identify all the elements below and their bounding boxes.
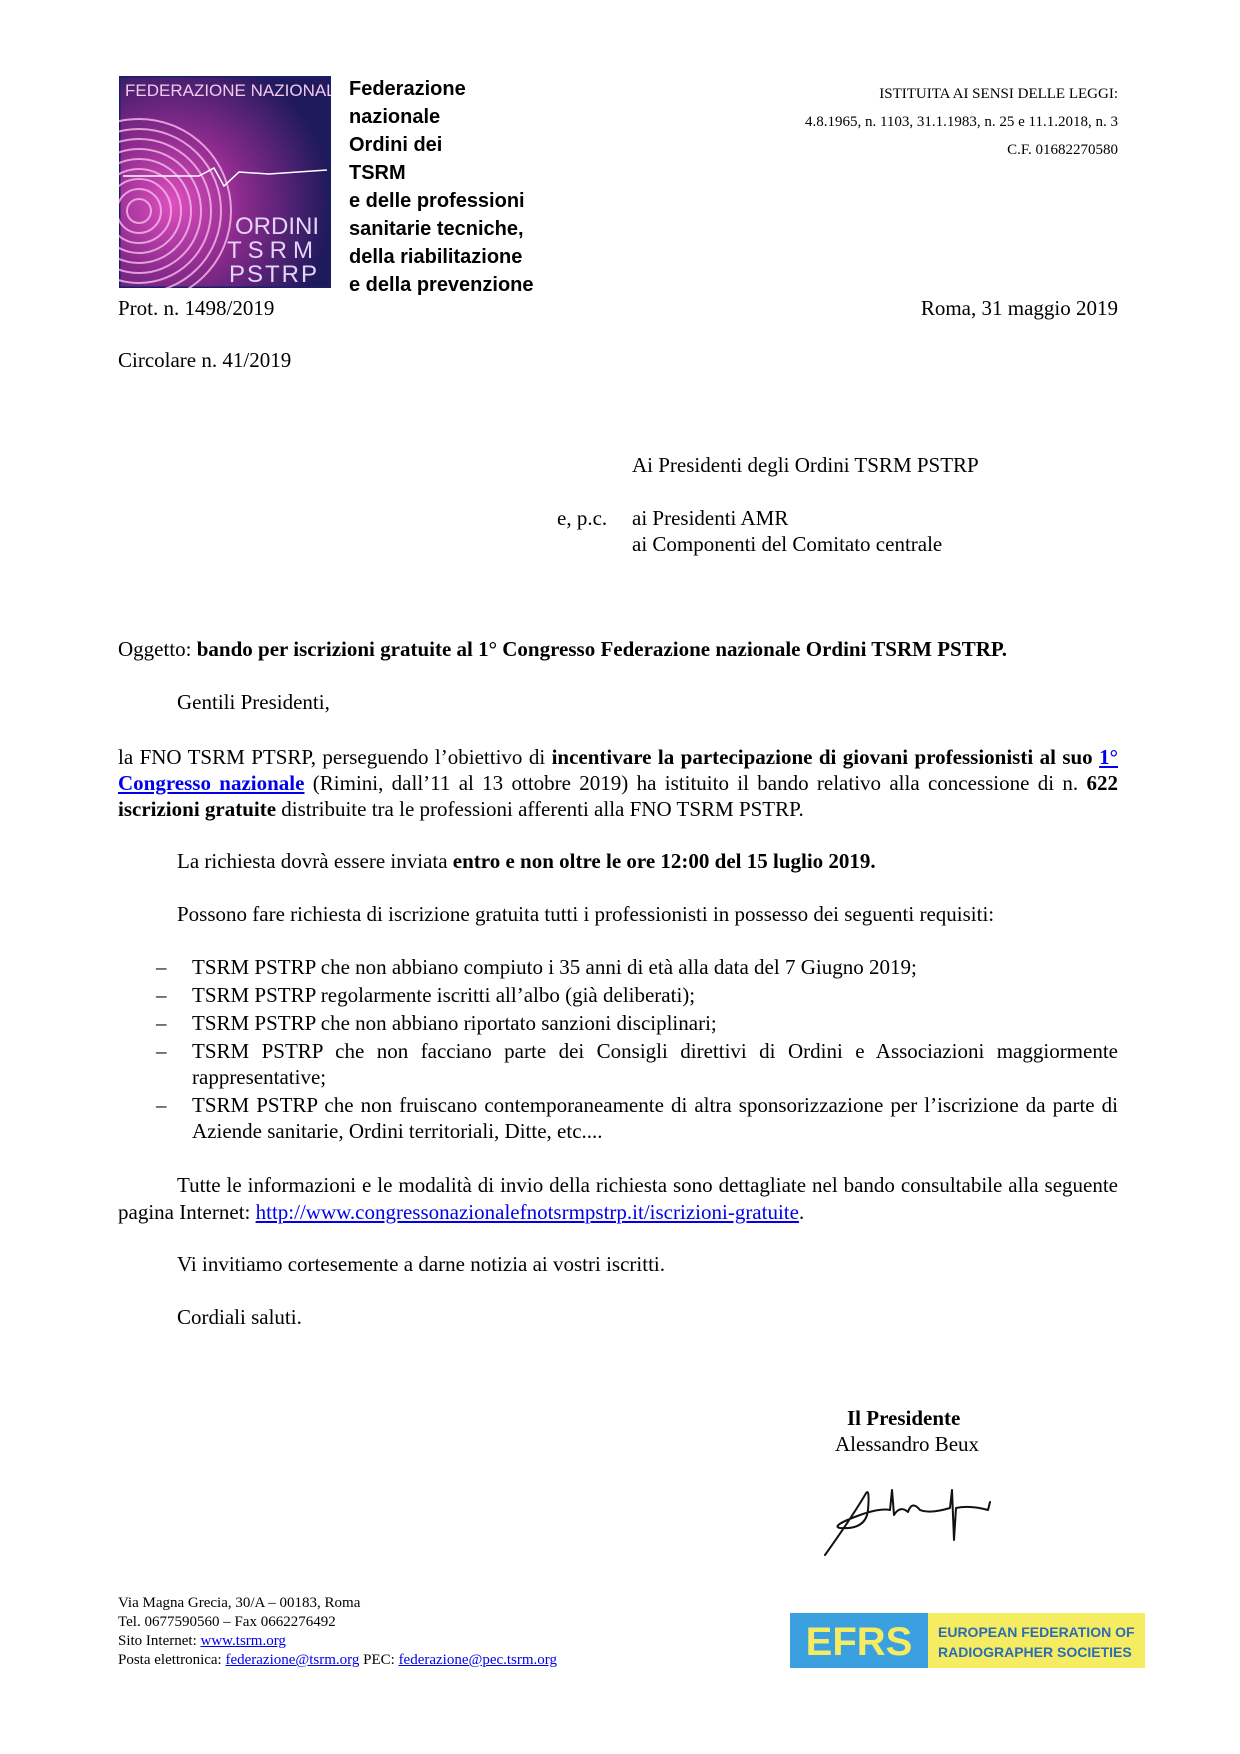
footer-contacts xyxy=(118,1594,557,1670)
footer-phone: Tel. 0677590560 – Fax 0662276492 xyxy=(118,1614,336,1630)
email-label: Posta elettronica: xyxy=(118,1652,226,1668)
registration-link[interactable]: http://www.congressonazionalefnotsrmpstrp.it/iscrizioni-gratuite xyxy=(255,1200,799,1224)
logo-arc-text: FEDERAZIONE NAZIONALE xyxy=(125,81,331,100)
org-name-line: TSRM xyxy=(349,162,406,184)
requirement-text: TSRM PSTRP che non fruiscano contemporaneamente di altra sponsorizzazione per l’iscrizione da parte di Aziende sanitarie, Ordini territoriali, Ditte, etc.... xyxy=(192,1093,1118,1143)
text-run: . xyxy=(798,1200,805,1224)
text-run: La richiesta dovrà essere inviata xyxy=(177,849,453,873)
paragraph-requirements-intro: Possono fare richiesta di iscrizione gratuita tutti i professionisti in possesso dei seguenti requisiti: xyxy=(177,902,995,926)
list-item xyxy=(118,982,1118,1008)
requirement-text: TSRM PSTRP che non facciano parte dei Consigli direttivi di Ordini e Associazioni maggiormente rappresentative; xyxy=(192,1039,1118,1089)
dash-bullet: – xyxy=(156,1039,167,1063)
org-name-line: e della prevenzione xyxy=(349,274,534,296)
text-run-bold: 622 iscrizioni gratuite xyxy=(118,771,1118,821)
text-run: la FNO TSRM PTSRP, perseguendo l’obiettivo di xyxy=(118,745,552,769)
organization-name xyxy=(349,75,569,299)
paragraph-intro xyxy=(118,744,1118,822)
text-run: Tutte le informazioni e le modalità di invio della richiesta sono dettagliate nel bando consultabile alla seguente pagina Internet: xyxy=(118,1173,1118,1224)
legal-laws: 4.8.1965, n. 1103, 31.1.1983, n. 25 e 11.1.2018, n. 3 xyxy=(804,114,1118,130)
efrs-acronym: EFRS xyxy=(805,1620,913,1664)
logo-line-2: TSRM xyxy=(227,237,319,264)
paragraph-invite: Vi invitiamo cortesemente a darne notizia ai vostri iscritti. xyxy=(177,1252,666,1276)
text-run: (Rimini, dall’11 al 13 ottobre 2019) ha istituito il bando relativo alla concessione di n. xyxy=(304,771,1087,795)
subject-text: bando per iscrizioni gratuite al 1° Congresso Federazione nazionale Ordini TSRM PSTRP. xyxy=(196,637,1008,661)
signer-name: Alessandro Beux xyxy=(835,1432,980,1456)
fiscal-code: C.F. 01682270580 xyxy=(1007,142,1118,158)
deadline-bold: entro e non oltre le ore 12:00 del 15 luglio 2019. xyxy=(452,849,876,873)
list-item xyxy=(118,954,1118,980)
dash-bullet: – xyxy=(156,983,167,1007)
footer-website xyxy=(118,1632,557,1651)
signer-title: Il Presidente xyxy=(847,1406,961,1430)
logo-line-3: PSTRP xyxy=(228,261,319,288)
letter-date: Roma, 31 maggio 2019 xyxy=(920,296,1118,320)
subject-label: Oggetto: xyxy=(118,637,197,661)
cc-label: e, p.c. xyxy=(557,506,608,530)
requirements-list xyxy=(118,954,1118,1146)
org-name-line: Ordini dei xyxy=(349,134,443,156)
pec-link[interactable]: federazione@pec.tsrm.org xyxy=(398,1652,558,1668)
text-run: distribuite tra le professioni afferenti alla FNO TSRM PSTRP. xyxy=(276,797,804,821)
handwritten-signature xyxy=(820,1470,1000,1560)
org-name-line: nazionale xyxy=(349,106,441,128)
email-link[interactable]: federazione@tsrm.org xyxy=(225,1652,360,1668)
logo-line-1: ORDINI xyxy=(235,213,319,240)
site-label: Sito Internet: xyxy=(118,1633,201,1649)
greeting: Gentili Presidenti, xyxy=(177,690,330,714)
efrs-logo xyxy=(790,1613,1145,1668)
recipients-main: Ai Presidenti degli Ordini TSRM PSTRP xyxy=(632,453,979,477)
fno-tsrm-logo xyxy=(119,76,331,288)
text-run-bold: incentivare la partecipazione di giovani professionisti al suo xyxy=(551,745,1100,769)
org-name-line: della riabilitazione xyxy=(349,246,523,268)
list-item xyxy=(118,1010,1118,1036)
requirement-text: TSRM PSTRP regolarmente iscritti all’albo (già deliberati); xyxy=(192,983,696,1007)
efrs-line-2: Radiographer Societies xyxy=(938,1644,1132,1660)
dash-bullet: – xyxy=(156,1011,167,1035)
list-item xyxy=(118,1092,1118,1144)
requirement-text: TSRM PSTRP che non abbiano compiuto i 35 anni di età alla data del 7 Giugno 2019; xyxy=(192,955,917,979)
congress-link[interactable]: 1° Congresso nazionale xyxy=(118,745,1118,795)
efrs-line-1: European Federation of xyxy=(938,1624,1135,1640)
legal-info xyxy=(805,80,1118,164)
subject-line xyxy=(118,637,1118,662)
cc-recipient: ai Componenti del Comitato centrale xyxy=(632,532,943,556)
org-name-line: sanitarie tecniche, xyxy=(349,218,524,240)
signature-graphic xyxy=(820,1470,1000,1560)
legal-heading: ISTITUITA AI SENSI DELLE LEGGI: xyxy=(879,86,1118,102)
circular-number: Circolare n. 41/2019 xyxy=(118,348,292,372)
list-item xyxy=(118,1038,1118,1090)
paragraph-deadline xyxy=(177,849,876,874)
dash-bullet: – xyxy=(156,1093,167,1117)
protocol-number: Prot. n. 1498/2019 xyxy=(118,296,275,320)
pec-label: PEC: xyxy=(359,1652,399,1668)
footer-address: Via Magna Grecia, 30/A – 00183, Roma xyxy=(118,1595,361,1611)
cc-recipient: ai Presidenti AMR xyxy=(632,506,789,530)
org-name-line: e delle professioni xyxy=(349,190,525,212)
paragraph-info xyxy=(118,1172,1118,1226)
org-name-line: Federazione xyxy=(349,78,466,100)
footer-email xyxy=(118,1651,557,1670)
website-link[interactable]: www.tsrm.org xyxy=(200,1633,286,1649)
logo-graphic xyxy=(119,76,331,288)
closing-salutation: Cordiali saluti. xyxy=(177,1305,302,1329)
requirement-text: TSRM PSTRP che non abbiano riportato sanzioni disciplinari; xyxy=(192,1011,717,1035)
dash-bullet: – xyxy=(156,955,167,979)
efrs-logo-graphic xyxy=(790,1613,1145,1668)
